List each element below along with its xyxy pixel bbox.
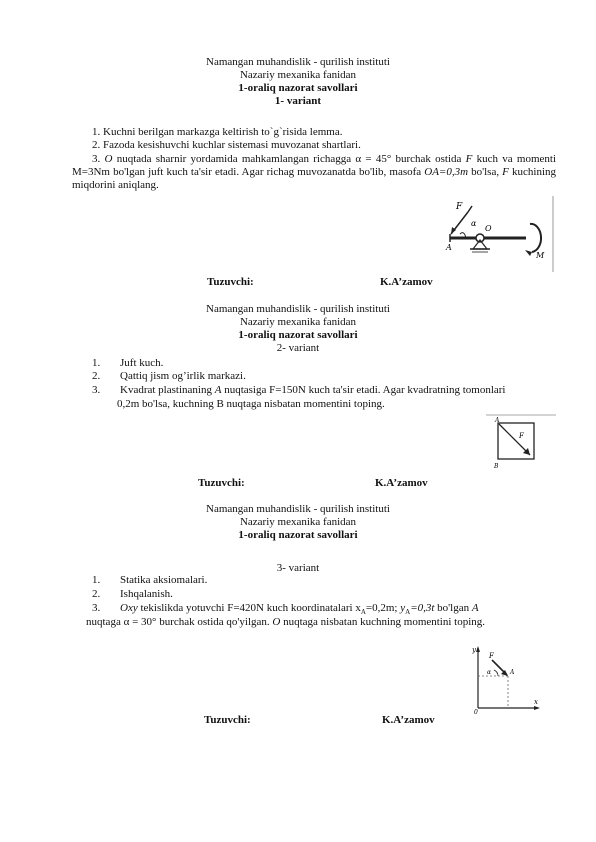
coordinate-figure xyxy=(472,644,544,714)
variant-3-label-row xyxy=(0,562,596,575)
exam-title: 1-oraliq nazorat savollari xyxy=(238,82,358,94)
variant-3-header xyxy=(0,503,596,542)
v2-question-3-line-2: 0,2m bo'lsa, kuchning B nuqtaga nisbatan momentini toping. xyxy=(117,398,385,410)
fig-label-o: O xyxy=(485,224,492,233)
fig-label-x: x xyxy=(534,698,538,706)
v1-question-1: 1. Kuchni berilgan markazga keltirish to`g`risida lemma. xyxy=(92,126,343,138)
variant-2-header xyxy=(0,303,596,355)
exam-title: 1-oraliq nazorat savollari xyxy=(238,529,358,541)
fig-label-f: F xyxy=(456,202,463,212)
v2-question-2: 2. Qattiq jism og’irlik markazi. xyxy=(92,370,246,382)
v3-question-3-line-2: nuqtaga α = 30° burchak ostida qo'yilgan. O nuqtaga nisbatan kuchning momentini toping. xyxy=(86,616,486,628)
author-label: Tuzuvchi: xyxy=(198,477,245,489)
fig-label-alpha: α xyxy=(487,669,492,676)
fig-label-origin: 0 xyxy=(474,709,478,714)
v1-question-3: 3. O nuqtada sharnir yordamida mahkamlangan richagga α = 45° burchak ostida F kuch va momenti M=3Nm bo'lgan juft kuch ta'sir etadi. Agar richag muvozanatda bo'lib, masofa OA=0,3m bo'lsa, F kuchining miqdorini aniqlang. xyxy=(72,153,557,191)
fig-label-m: M xyxy=(536,251,545,260)
fig-label-a: A xyxy=(446,243,452,252)
variant-label: 1- variant xyxy=(274,95,322,107)
variant-label: 3- variant xyxy=(276,562,320,574)
institute-name: Namangan muhandislik - qurilish instituti xyxy=(206,56,390,68)
v2-question-1: 1. Juft kuch. xyxy=(92,357,164,369)
author-label: Tuzuvchi: xyxy=(207,276,254,288)
v2-question-3: 3. Kvadrat plastinaning A nuqtasiga F=150N kuch ta'sir etadi. Agar kvadratning tomonlari xyxy=(92,384,506,396)
fig-label-f: F xyxy=(519,432,524,440)
institute-name: Namangan muhandislik - qurilish instituti xyxy=(206,303,390,315)
variant-label: 2- variant xyxy=(276,342,320,354)
variant-1-header xyxy=(0,56,596,108)
square-plate-figure xyxy=(486,414,556,472)
v1-question-2: 2. Fazoda kesishuvchi kuchlar sistemasi muvozanat shartlari. xyxy=(92,139,361,151)
author-label: Tuzuvchi: xyxy=(204,714,251,726)
subject-name: Nazariy mexanika fanidan xyxy=(239,69,357,81)
fig-label-y: y xyxy=(472,646,476,654)
author-name: K.A’zamov xyxy=(382,714,435,726)
fig-label-alpha: α xyxy=(471,219,477,228)
institute-name: Namangan muhandislik - qurilish instituti xyxy=(206,503,390,515)
fig-label-a: A xyxy=(510,669,515,676)
lever-figure xyxy=(440,196,556,272)
fig-label-a: A xyxy=(495,417,500,424)
v3-question-3: 3. Oxy tekislikda yotuvchi F=420N kuch koordinatalari $x_A=0,2m$; $y_A=0,3t$ bo'lgan A xyxy=(92,602,479,617)
subject-name: Nazariy mexanika fanidan xyxy=(239,516,357,528)
fig-label-b: B xyxy=(494,463,499,470)
author-name: K.A’zamov xyxy=(380,276,433,288)
author-name: K.A’zamov xyxy=(375,477,428,489)
v3-question-2: 2. Ishqalanish. xyxy=(92,588,173,600)
subject-name: Nazariy mexanika fanidan xyxy=(239,316,357,328)
exam-title: 1-oraliq nazorat savollari xyxy=(238,329,358,341)
v3-question-1: 1. Statika aksiomalari. xyxy=(92,574,208,586)
fig-label-f: F xyxy=(489,652,494,660)
